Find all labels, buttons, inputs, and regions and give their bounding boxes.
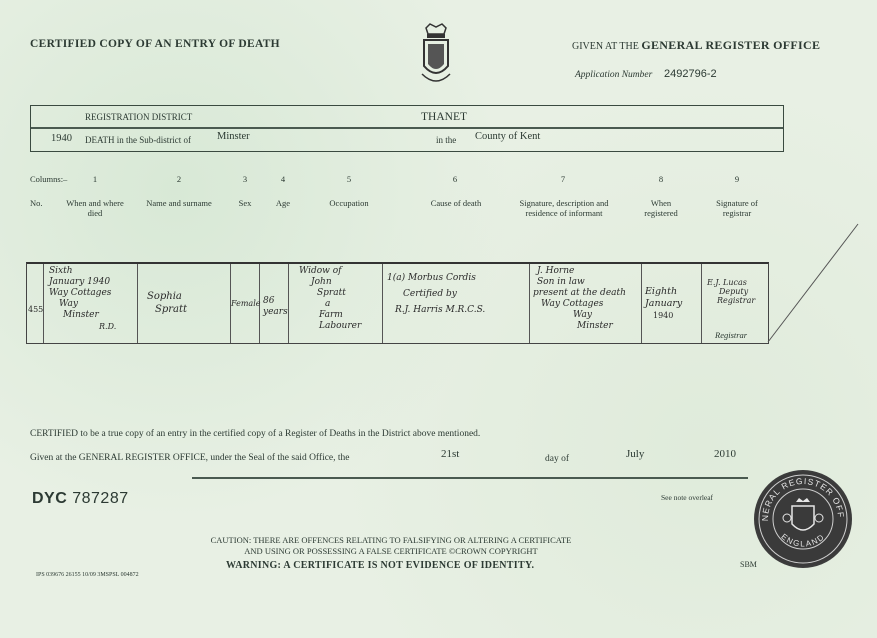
district-label: REGISTRATION DISTRICT	[85, 112, 193, 122]
registration-district-box	[30, 105, 784, 152]
seal-bottom-text: ENGLAND	[779, 532, 827, 549]
registrar-printed-label: Registrar	[715, 330, 748, 340]
certification-year: 2010	[714, 448, 736, 460]
given-prefix: GIVEN AT THE	[572, 41, 639, 52]
entry-when-where: Sixth January 1940 Way Cottages Way Minster R.D.	[49, 266, 117, 331]
no-label: No.	[30, 198, 43, 208]
county-name: County of Kent	[475, 131, 541, 142]
entry-row	[26, 262, 769, 344]
general-register-office-seal-icon	[754, 470, 852, 568]
identity-warning: WARNING: A CERTIFICATE IS NOT EVIDENCE OF IDENTITY.	[226, 560, 535, 571]
entry-sex: Female	[231, 299, 261, 308]
certification-day: 21st	[441, 448, 460, 460]
given-at-header	[572, 38, 820, 53]
col-number-8: 8	[658, 174, 664, 184]
col-number-3: 3	[242, 174, 248, 184]
entry-informant: J. Horne Son in law present at the death Way Cottages Way Minster	[533, 266, 626, 331]
col-header-when-registered: When registered	[644, 198, 678, 218]
serial-number	[32, 490, 129, 508]
signature-line	[192, 477, 748, 479]
caution-line-1: CAUTION: THERE ARE OFFENCES RELATING TO FALSIFYING OR ALTERING A CERTIFICATE	[210, 535, 572, 545]
col-header-cause: Cause of death	[430, 198, 482, 208]
application-number: 2492796-2	[664, 68, 717, 80]
entry-name: Sophia Spratt	[147, 291, 188, 315]
certified-statement: CERTIFIED to be a true copy of an entry in the certified copy of a Register of Deaths in the District above mentioned.	[30, 429, 481, 439]
royal-crest-icon	[418, 22, 454, 90]
diagonal-cancel-line	[764, 222, 860, 344]
entry-registrar: E.J. Lucas Deputy Registrar	[707, 278, 756, 305]
col-number-1: 1	[92, 174, 98, 184]
caution-text	[186, 535, 596, 557]
entry-occupation: Widow of John Spratt a Farm Labourer	[299, 266, 362, 331]
col-header-name: Name and surname	[146, 198, 212, 208]
subdistrict-name: Minster	[217, 131, 250, 142]
col-number-4: 4	[280, 174, 286, 184]
col-number-9: 9	[734, 174, 740, 184]
col-header-sex: Sex	[238, 198, 252, 208]
given-office: GENERAL REGISTER OFFICE	[641, 38, 821, 52]
col-number-2: 2	[176, 174, 182, 184]
entry-number: 455	[28, 305, 44, 314]
col-header-occupation: Occupation	[329, 198, 369, 208]
footer-print-code: IPS 039676 26155 10/09 3MSPSL 004872	[36, 572, 139, 578]
see-note-overleaf: See note overleaf	[661, 493, 714, 502]
certificate-title: CERTIFIED COPY OF AN ENTRY OF DEATH	[30, 38, 280, 50]
serial-digits: 787287	[72, 490, 129, 507]
application-label: Application Number	[575, 70, 653, 80]
sbm-label: SBM	[740, 560, 757, 569]
district-year: 1940	[51, 133, 72, 144]
day-of-label: day of	[545, 454, 570, 464]
col-number-6: 6	[452, 174, 458, 184]
in-the-label: in the	[436, 135, 457, 145]
col-number-7: 7	[560, 174, 566, 184]
entry-when-registered: Eighth January 1940	[645, 286, 683, 320]
col-header-age: Age	[275, 198, 291, 208]
death-subdistrict-label: DEATH in the Sub-district of	[85, 135, 191, 145]
entry-cause: 1(a) Morbus Cordis Certified by R.J. Harris M.R.C.S.	[387, 273, 486, 315]
seal-top-text: NERAL REGISTER OFF	[759, 475, 847, 522]
columns-label: Columns:–	[30, 174, 68, 184]
serial-prefix: DYC	[32, 490, 68, 507]
col-header-informant: Signature, description and residence of informant	[519, 198, 609, 218]
col-header-registrar: Signature of registrar	[716, 198, 758, 218]
district-name: THANET	[421, 111, 467, 123]
certification-month: July	[626, 448, 645, 460]
caution-line-2: AND USING OR POSSESSING A FALSE CERTIFICATE ©CROWN COPYRIGHT	[244, 546, 538, 556]
given-at-statement: Given at the GENERAL REGISTER OFFICE, under the Seal of the said Office, the	[30, 453, 350, 463]
col-header-when-where: When and where died	[66, 198, 124, 218]
col-number-5: 5	[346, 174, 352, 184]
entry-age: 86 years	[263, 296, 288, 317]
